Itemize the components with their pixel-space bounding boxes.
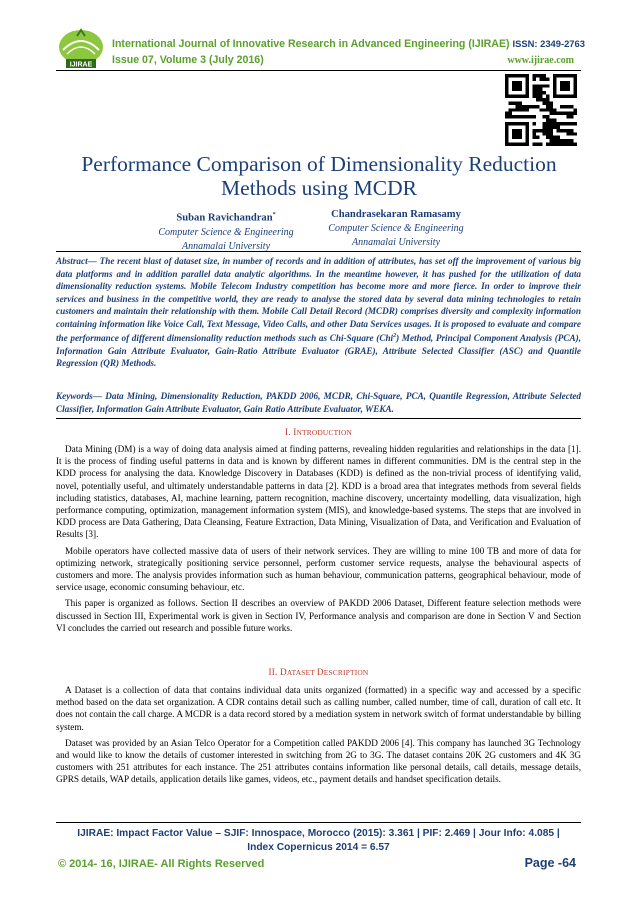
issn: ISSN: 2349-2763 <box>512 38 585 49</box>
logo-text: IJIRAE <box>69 61 93 69</box>
abstract-text-end: ) Method, Principal Component Analysis (PCA), Information Gain Attribute Evaluator, Gain-Ratio Attribute Evaluator (GRAE), Attribute Selected Classifier (ASC) and Quantile Regression (QR) Methods. <box>56 333 581 369</box>
section-initial: I <box>293 427 297 437</box>
author-dept: Computer Science & Engineering <box>158 226 294 238</box>
keywords <box>56 390 581 415</box>
abstract-label: Abstract— <box>56 256 97 266</box>
abstract <box>56 255 581 370</box>
author-univ: Annamalai University <box>181 240 271 252</box>
keywords-rule <box>56 418 581 419</box>
dataset-body <box>56 684 581 786</box>
section-initial-2: D <box>316 667 324 677</box>
section-number: II. <box>268 667 278 677</box>
abstract-rule <box>56 251 581 252</box>
issue-info: Issue 07, Volume 3 (July 2016) <box>112 54 264 66</box>
section-title-rest: ATASET <box>286 668 317 677</box>
qr-code <box>505 74 577 146</box>
section-heading-dataset <box>56 667 581 677</box>
footer-rule <box>56 822 581 823</box>
paper-title <box>60 152 578 200</box>
author-mark: * <box>272 212 276 218</box>
title-line-1: Performance Comparison of Dimensionality Reduction <box>81 152 557 176</box>
author-dept: Computer Science & Engineering <box>328 223 464 234</box>
section-title-rest: NTRODUCTION <box>296 428 353 437</box>
page-number: Page -64 <box>524 856 576 870</box>
author-name: Suban Ravichandran <box>176 212 273 224</box>
author-block-2 <box>296 208 496 250</box>
author-univ: Annamalai University <box>351 237 441 248</box>
copyright: © 2014- 16, IJIRAE- All Rights Reserved <box>58 858 265 870</box>
paragraph: This paper is organized as follows. Section II describes an overview of PAKDD 2006 Dataset, Different feature selection methods were discussed in Section III, Experimental work is given in Section IV, Performance analysis and comparison are done in Section V and Section VI concludes the carried out research and possible future works. <box>56 598 581 633</box>
section-title-rest-2: ESCRIPTION <box>323 668 369 677</box>
keywords-label: Keywords— <box>56 391 102 401</box>
section-number: I. <box>284 427 291 437</box>
header-rule <box>56 70 581 71</box>
title-line-2: Methods using MCDR <box>221 176 417 200</box>
paragraph: Dataset was provided by an Asian Telco Operator for a Competition called PAKDD 2006 [4]. This company has launched 3G Technology and would like to know the details of customer interested in switching from 2G to 3G. The dataset contains 20K 2G customers and 4K 3G customers with 251 attributes for each instance. The 251 attributes contains information like personal details, call details, message details, GPRS details, WAP details, application details like games, videos, etc., payment details and handset specification details. <box>56 737 581 785</box>
author-name: Chandrasekaran Ramasamy <box>331 209 461 220</box>
section-initial: D <box>280 667 287 677</box>
footer-index-line: Index Copernicus 2014 = 6.57 <box>247 842 390 853</box>
paragraph: A Dataset is a collection of data that contains individual data units organized (formatted) in a specific way and accessed by a specific method based on the data set organization. A CDR contains detail such as calling number, called number, time of call, duration of call etc. It does not contain the call charge. A MCDR is a data record stored by a mediation system in network switch of format understandable by billing system. <box>56 685 581 732</box>
keywords-text: Data Mining, Dimensionality Reduction, PAKDD 2006, MCDR, Chi-Square, PCA, Quantile Regression, Attribute Selected Classifier, Information Gain Attribute Evaluator, Gain Ratio Attribute Evaluator, WEKA. <box>56 391 581 414</box>
journal-title <box>112 38 585 50</box>
paragraph: Data Mining (DM) is a way of doing data analysis aimed at finding patterns, revealing hidden regularities and relationships in the data [1]. It is the process of finding useful patterns in data and is known by different names in different communities. DM is the central step in the KDD process for analysing the data. Knowledge Discovery in Databases (KDD) is defined as the non-trivial process of identifying valid, novel, potentially useful, and ultimately understandable patterns in data [2]. KDD is a broad area that integrates methods from several fields including statistics, databases, AI, machine learning, pattern recognition, machine discovery, uncertainty modelling, data visualization, high performance computing, optimization, management information system (MIS), and knowledge-based systems. The steps that are involved in KDD process are Data Gathering, Data Cleansing, Feature Extraction, Data Mining, Visualization of Data, and Verification and Evaluation of Results [3]. <box>56 444 581 540</box>
section-heading-introduction <box>56 427 581 437</box>
footer-impact-line: IJIRAE: Impact Factor Value – SJIF: Innospace, Morocco (2015): 3.361 | PIF: 2.469 | Jour Info: 4.085 | <box>77 828 560 839</box>
paragraph: Mobile operators have collected massive data of users of their network services. They are willing to mine 100 TB and more of data for optimizing network, strategically positioning service personnel, perform customer service requests, analyse the behavioural aspects of customers and more. The analysis provides information such as human behaviour, communication patterns, geographical behaviour, mode of service usage, economic consuming behaviour, etc. <box>56 545 581 593</box>
journal-url[interactable]: www.ijirae.com <box>507 55 574 66</box>
journal-logo <box>57 28 105 70</box>
introduction-body <box>56 443 581 634</box>
abstract-text: The recent blast of dataset size, in number of records and in addition of attributes, has set off the improvement of various big data platforms and in addition parallel data analytic algorithms. In the meantime however, it has pushed for the utilization of data dimensionality reduction systems. Mobile Telecom Industry competition has become more and more fierce. In order to improve their services and business in the competitive world, they are ready to analyse the stored data by several data mining technologies to retain customers and maintain their relationship with them. Mobile Call Detail Record (MCDR) comprises diversity and complexity information containing information like Voice Call, Text Message, Video Calls, and other Data Services usages. It is proposed to evaluate and compare the performance of different dimensionality reduction methods such as Chi-Square (Chi <box>56 256 581 344</box>
abstract-superscript: 2 <box>393 333 397 340</box>
journal-name: International Journal of Innovative Research in Advanced Engineering (IJIRAE) <box>112 38 510 50</box>
